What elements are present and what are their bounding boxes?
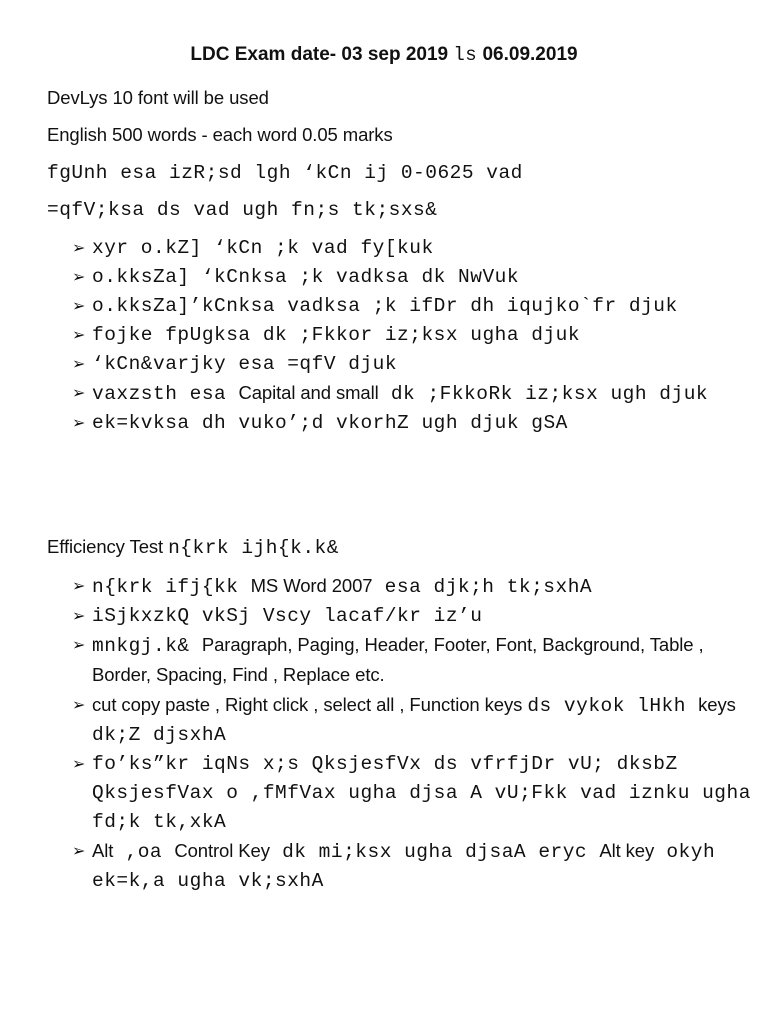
list-item [72,321,752,350]
list-item [72,691,752,750]
list-item-text: dk mi;ksx ugha djsaA eryc [269,841,600,863]
list-item [72,379,752,409]
list-item-text: esa djk;h tk;sxhA [372,576,593,598]
efficiency-hindi: n{krk ijh{k.k& [168,537,339,559]
list-item-text: MS Word 2007 [250,575,373,596]
efficiency-heading [47,536,339,559]
efficiency-rules-list [72,572,752,896]
list-item-text: fo’ks”kr iqNs x;s QksjesfVx ds vfrfjDr vU; dksbZ QksjesfVax o ,fMfVax ugha djsa A vU;Fkk vad iznku ugha fd;k tk,xkA [92,753,751,833]
arrow-bullet-icon: ➢ [72,695,86,714]
list-item [72,292,752,321]
list-item [72,631,752,691]
arrow-bullet-icon: ➢ [72,576,86,595]
list-item-text: Paragraph, Paging, Header, Footer, Font, Background, Table , Border, Spacing, Find , Replace etc. [92,634,704,685]
list-item-text: Capital and small [238,382,379,403]
list-item-text: dk ;FkkoRk iz;ksx ugh djuk [378,383,709,405]
arrow-bullet-icon: ➢ [72,267,86,286]
arrow-bullet-icon: ➢ [72,383,86,402]
list-item [72,572,752,602]
list-item [72,750,752,837]
list-item-text: cut copy paste , Right click , select all , Function keys [92,694,528,715]
font-note: DevLys 10 font will be used [47,87,269,108]
list-item [72,409,752,438]
page-title [0,44,768,66]
list-item-text: vaxzsth esa [92,383,239,405]
list-item-text: n{krk ifj{kk [92,576,251,598]
hindi-errors-note: =qfV;ksa ds vad ugh fn;s tk;sxs& [47,199,438,221]
efficiency-label: Efficiency Test [47,536,169,557]
list-item-text: iSjkxzkQ vkSj Vscy lacaf/kr iz’u [92,605,483,627]
arrow-bullet-icon: ➢ [72,841,86,860]
arrow-bullet-icon: ➢ [72,354,86,373]
list-item-text: ‘kCn&varjky esa =qfV djuk [92,353,398,375]
list-item-text: fojke fpUgksa dk ;Fkkor iz;ksx ugha djuk [92,324,581,346]
title-exam-date: LDC Exam date- 03 sep 2019 [190,44,449,65]
arrow-bullet-icon: ➢ [72,325,86,344]
list-item-text: Alt [92,840,114,861]
error-rules-list [72,234,752,438]
list-item-text: o.kksZa]’kCnksa vadksa ;k ifDr dh iqujko`fr djuk [92,295,678,317]
arrow-bullet-icon: ➢ [72,238,86,257]
list-item [72,837,752,896]
list-item-text: ds vykok lHkh [527,695,699,717]
list-item-text: ek=kvksa dh vuko’;d vkorhZ ugh djuk gSA [92,412,568,434]
list-item [72,602,752,631]
title-alt-date: 06.09.2019 [482,44,578,65]
list-item-text: o.kksZa] ‘kCnksa ;k vadksa dk NwVuk [92,266,520,288]
list-item-text: Control Key [174,840,270,861]
arrow-bullet-icon: ➢ [72,606,86,625]
list-item-text: mnkgj.k& [92,635,202,657]
list-item [72,234,752,263]
arrow-bullet-icon: ➢ [72,754,86,773]
arrow-bullet-icon: ➢ [72,296,86,315]
list-item-text: okyh ek=k,a ugha vk;sxhA [92,841,716,892]
list-item [72,350,752,379]
list-item-text: keys [698,694,736,715]
list-item-text: Alt key [599,840,655,861]
list-item [72,263,752,292]
list-item-text: xyr o.kZ] ‘kCn ;k vad fy[kuk [92,237,434,259]
title-connector: ls [453,44,478,66]
list-item-text: dk;Z djsxhA [92,724,227,746]
list-item-text: ,oa [113,841,175,863]
english-words-note: English 500 words - each word 0.05 marks [47,124,393,145]
arrow-bullet-icon: ➢ [72,635,86,654]
hindi-marks-note: fgUnh esa izR;sd lgh ‘kCn ij 0-0625 vad [47,162,523,184]
arrow-bullet-icon: ➢ [72,413,86,432]
